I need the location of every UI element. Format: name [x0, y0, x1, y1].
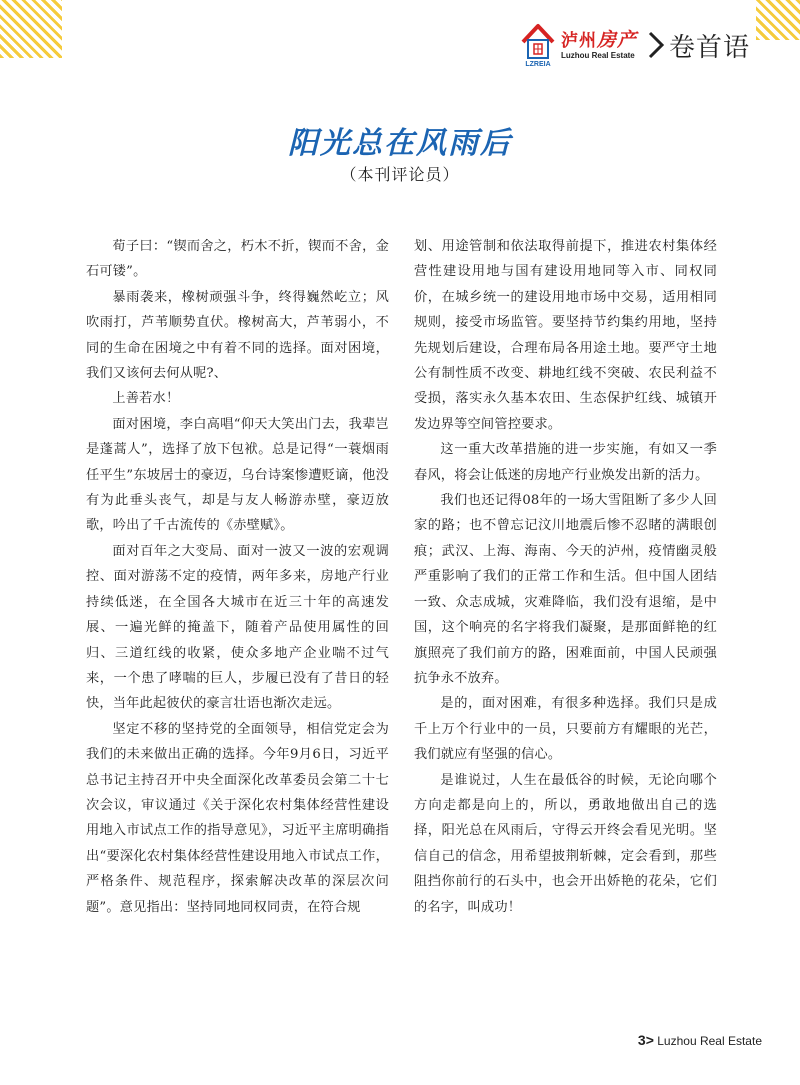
article-column-left — [86, 234, 389, 920]
paragraph: 暴雨袭来，橡树顽强斗争，终得巍然屹立；风吹雨打，芦苇顺势直伏。橡树高大，芦苇弱小，不同的生命在困境之中有着不同的选择。面对困境，我们又该何去何从呢?、 — [86, 289, 389, 382]
brand-english-name: Luzhou Real Estate — [560, 50, 635, 60]
paragraph: 面对百年之大变局、面对一波又一波的宏观调控、面对游荡不定的疫情，两年多来，房地产行业持续低迷，在全国各大城市在近三十年的高速发展、一遍光鲜的掩盖下，随着产品使用属性的回归、三道红线的收紧，使众多地产企业喘不过气来，一个患了哮喘的巨人，步履已没有了昔日的轻快，当年此起彼伏的豪言壮语也渐次走远。 — [86, 543, 389, 712]
decorative-stripes-left — [0, 0, 62, 58]
paragraph: 是谁说过，人生在最低谷的时候，无论向哪个方向走都是向上的，所以，勇敢地做出自己的选择，阳光总在风雨后，守得云开终会看见光明。坚信自己的信念，用希望披荆斩棘，定会看到，那些阻挡你前行的石头中，也会开出娇艳的花朵，它们的名字，叫成功！ — [414, 772, 717, 915]
paragraph-continuation: 划、用途管制和依法取得前提下，推进农村集体经营性建设用地与国有建设用地同等入市、同权同价，在城乡统一的建设用地市场中交易，适用相同规则，接受市场监管。要坚持节约集约用地，坚持先规划后建设，合理布局各用途土地。要严守土地公有制性质不改变、耕地红线不突破、农民利益不受损，落实永久基本农田、生态保护红线、城镇开发边界等空间管控要求。 — [414, 239, 717, 432]
footer-separator: > — [645, 1032, 654, 1048]
paragraph: 是的，面对困难，有很多种选择。我们只是成千上万个行业中的一员，只要前方有耀眼的光芒，我们就应有坚强的信心。 — [414, 696, 717, 763]
brand-name-city: 泸州 — [560, 30, 597, 51]
chevron-right-icon — [647, 30, 665, 60]
brand-name-script: 房产 — [596, 28, 637, 51]
brand-block — [561, 30, 637, 61]
page-number: 3 — [637, 1032, 646, 1048]
article-title: 阳光总在风雨后 — [288, 126, 512, 161]
paragraph: 面对困境，李白高唱“仰天大笑出门去，我辈岂是蓬蒿人”，选择了放下包袱。总是记得“一蓑烟雨任平生”东坡居士的豪迈，乌台诗案惨遭贬谪，他没有为此垂头丧气，却是与友人畅游赤壁，豪迈放歌，吟出了千古流传的《赤壁赋》。 — [86, 416, 389, 534]
logo-text: LZREIA — [525, 61, 551, 68]
page-header — [521, 20, 750, 70]
article-byline: （本刊评论员） — [340, 165, 460, 184]
paragraph: 上善若水！ — [112, 391, 180, 407]
decorative-stripes-right — [756, 0, 800, 40]
page-footer — [638, 1032, 762, 1048]
house-logo-icon — [521, 22, 555, 68]
article-column-right — [414, 234, 717, 920]
brand-name — [561, 30, 637, 51]
paragraph: 我们也还记得08年的一场大雪阻断了多少人回家的路；也不曾忘记汶川地震后惨不忍睹的满眼创痕；武汉、上海、海南、今天的泸州，疫情幽灵般严重影响了我们的正常工作和生活。但中国人团结一致、众志成城，灾难降临，我们没有退缩，是中国，这个响亮的名字将我们凝聚，是那面鲜艳的红旗照亮了我们前方的路，困难面前，中国人民顽强抗争永不放弃。 — [414, 493, 717, 686]
section-title: 卷首语 — [668, 32, 750, 63]
paragraph: 这一重大改革措施的进一步实施，有如又一季春风，将会让低迷的房地产行业焕发出新的活力。 — [414, 442, 717, 483]
footer-label: Luzhou Real Estate — [657, 1034, 762, 1048]
paragraph: 坚定不移的坚持党的全面领导，相信党定会为我们的未来做出正确的选择。今年9月6日，习近平总书记主持召开中央全面深化改革委员会第二十七次会议，审议通过《关于深化农村集体经营性建设用地入市试点工作的指导意见》，习近平主席明确指出“要深化农村集体经营性建设用地入市试点工作，严格条件、规范程序，探索解决改革的深层次问题”。意见指出：坚持同地同权同责，在符合规 — [86, 721, 389, 915]
paragraph: 荀子曰：“锲而舍之，朽木不折，锲而不舍，金石可镂”。 — [86, 239, 389, 280]
